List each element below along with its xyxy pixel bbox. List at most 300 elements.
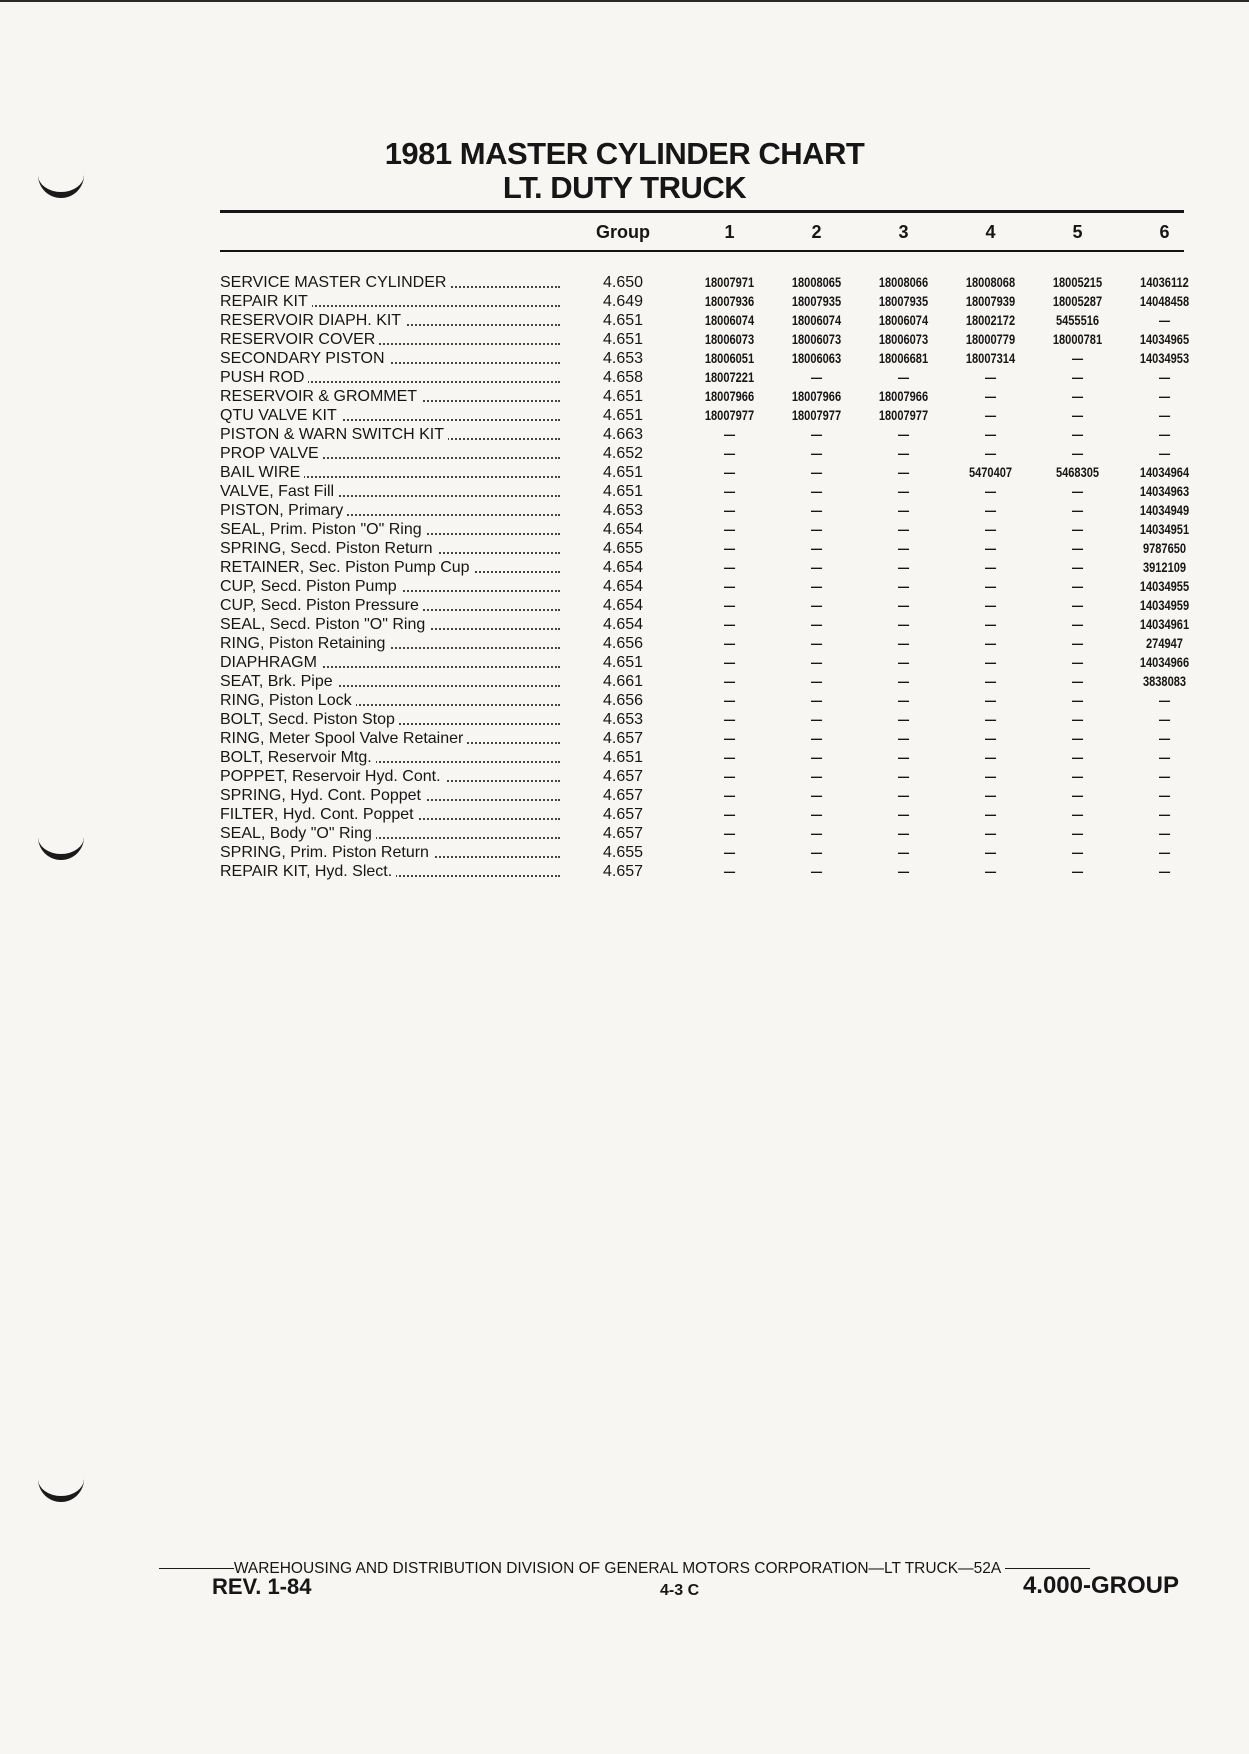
part-number-col-4: — [984, 655, 997, 670]
part-number-col-4: — [984, 541, 997, 556]
part-number-col-5: — [1071, 598, 1084, 613]
part-number-col-3: — [897, 465, 910, 480]
part-number-col-2: 18006074 [791, 313, 842, 328]
group-number: 4.656 [602, 692, 644, 709]
table-row [220, 596, 1208, 615]
group-number: 4.651 [602, 749, 644, 766]
part-number-col-3: — [897, 503, 910, 518]
part-number-col-2: — [810, 579, 823, 594]
part-number-col-6: 14034964 [1139, 465, 1190, 480]
part-name: RING, Piston Lock [220, 692, 356, 709]
group-number: 4.657 [602, 730, 644, 747]
part-number-col-3: — [897, 864, 910, 879]
part-name-cell [220, 292, 560, 311]
part-number-col-4: — [984, 807, 997, 822]
footer-rule-left [159, 1568, 234, 1569]
group-number: 4.657 [602, 806, 644, 823]
part-number-col-5: — [1071, 522, 1084, 537]
part-number-col-2: — [810, 541, 823, 556]
part-number-col-4: — [984, 750, 997, 765]
header-rule-top [220, 210, 1184, 213]
table-row [220, 710, 1208, 729]
part-number-col-3: — [897, 769, 910, 784]
part-number-col-3: — [897, 598, 910, 613]
part-name-cell [220, 501, 560, 520]
table-row [220, 273, 1208, 292]
part-number-col-5: — [1071, 579, 1084, 594]
part-name-cell [220, 482, 560, 501]
part-number-col-6: 14034955 [1139, 579, 1190, 594]
col-header-1: 1 [724, 222, 735, 242]
part-number-col-3: — [897, 522, 910, 537]
col-header-3: 3 [898, 222, 909, 242]
table-row [220, 748, 1208, 767]
part-name: POPPET, Reservoir Hyd. Cont. [220, 768, 445, 785]
part-number-col-4: — [984, 560, 997, 575]
part-number-col-1: — [723, 674, 736, 689]
part-number-col-1: — [723, 807, 736, 822]
part-name-cell [220, 862, 560, 881]
part-name: SEAT, Brk. Pipe [220, 673, 337, 690]
part-name-cell [220, 406, 560, 425]
col-header-2: 2 [811, 222, 822, 242]
part-number-col-3: 18007935 [878, 294, 929, 309]
part-number-col-3: — [897, 636, 910, 651]
part-number-col-2: — [810, 503, 823, 518]
part-number-col-1: — [723, 579, 736, 594]
group-number: 4.651 [602, 388, 644, 405]
part-number-col-2: — [810, 370, 823, 385]
part-number-col-2: — [810, 788, 823, 803]
part-name: PISTON, Primary [220, 502, 347, 519]
part-number-col-2: — [810, 693, 823, 708]
part-name: RESERVOIR & GROMMET [220, 388, 421, 405]
part-number-col-2: — [810, 826, 823, 841]
part-number-col-5: — [1071, 503, 1084, 518]
part-name-cell [220, 824, 560, 843]
group-number: 4.651 [602, 483, 644, 500]
table-row [220, 786, 1208, 805]
table-row [220, 653, 1208, 672]
part-number-col-5: — [1071, 712, 1084, 727]
part-number-col-5: 18005287 [1052, 294, 1103, 309]
part-name-cell [220, 558, 560, 577]
group-number: 4.650 [602, 274, 644, 291]
part-name-cell [220, 463, 560, 482]
part-number-col-4: — [984, 636, 997, 651]
part-number-col-2: — [810, 731, 823, 746]
footer-division-text: WAREHOUSING AND DISTRIBUTION DIVISION OF GENERAL MOTORS CORPORATION—LT TRUCK—52A [233, 1560, 1002, 1577]
part-number-col-3: — [897, 446, 910, 461]
part-number-col-5: — [1071, 655, 1084, 670]
part-number-col-5: — [1071, 389, 1084, 404]
group-number: 4.657 [602, 825, 644, 842]
part-number-col-4: — [984, 826, 997, 841]
table-row [220, 843, 1208, 862]
parts-table-body [220, 273, 1208, 881]
part-name: RING, Meter Spool Valve Retainer [220, 730, 467, 747]
group-number: 4.651 [602, 464, 644, 481]
group-number: 4.654 [602, 578, 644, 595]
part-number-col-6: — [1158, 427, 1171, 442]
part-number-col-6: — [1158, 864, 1171, 879]
table-row [220, 425, 1208, 444]
part-number-col-1: — [723, 503, 736, 518]
group-number: 4.657 [602, 863, 644, 880]
part-number-col-2: — [810, 769, 823, 784]
part-number-col-2: — [810, 598, 823, 613]
part-name-cell [220, 444, 560, 463]
table-row [220, 349, 1208, 368]
group-number: 4.649 [602, 293, 644, 310]
part-number-col-1: 18006073 [704, 332, 755, 347]
part-number-col-5: — [1071, 864, 1084, 879]
part-number-col-1: 18007221 [704, 370, 755, 385]
part-number-col-4: — [984, 712, 997, 727]
part-number-col-1: — [723, 769, 736, 784]
group-number: 4.655 [602, 844, 644, 861]
part-number-col-5: — [1071, 541, 1084, 556]
part-number-col-2: — [810, 484, 823, 499]
part-number-col-4: — [984, 617, 997, 632]
part-number-col-4: — [984, 389, 997, 404]
part-number-col-2: — [810, 427, 823, 442]
part-name-cell [220, 349, 560, 368]
part-number-col-6: — [1158, 712, 1171, 727]
part-number-col-4: — [984, 579, 997, 594]
part-number-col-6: — [1158, 693, 1171, 708]
part-name-cell [220, 653, 560, 672]
part-name-cell [220, 767, 560, 786]
part-number-col-4: — [984, 408, 997, 423]
part-number-col-1: — [723, 560, 736, 575]
part-number-col-1: — [723, 826, 736, 841]
part-number-col-6: 14034961 [1139, 617, 1190, 632]
part-number-col-1: — [723, 731, 736, 746]
part-number-col-4: — [984, 484, 997, 499]
part-number-col-2: — [810, 617, 823, 632]
part-number-col-1: — [723, 693, 736, 708]
part-name: PISTON & WARN SWITCH KIT [220, 426, 448, 443]
part-number-col-4: — [984, 522, 997, 537]
group-number: 4.652 [602, 445, 644, 462]
table-row [220, 520, 1208, 539]
part-number-col-1: 18007936 [704, 294, 755, 309]
part-name-cell [220, 596, 560, 615]
part-number-col-5: — [1071, 351, 1084, 366]
part-number-col-2: 18008065 [791, 275, 842, 290]
part-number-col-1: — [723, 541, 736, 556]
part-number-col-6: — [1158, 370, 1171, 385]
part-number-col-3: 18006074 [878, 313, 929, 328]
part-number-col-5: — [1071, 807, 1084, 822]
table-row [220, 482, 1208, 501]
part-number-col-6: — [1158, 389, 1171, 404]
part-number-col-5: — [1071, 674, 1084, 689]
group-number: 4.654 [602, 616, 644, 633]
part-name: RING, Piston Retaining [220, 635, 389, 652]
part-name: SERVICE MASTER CYLINDER [220, 274, 450, 291]
part-number-col-6: 3912109 [1142, 560, 1187, 575]
part-number-col-4: 18008068 [965, 275, 1016, 290]
part-number-col-1: — [723, 655, 736, 670]
part-name-cell [220, 710, 560, 729]
part-name-cell [220, 577, 560, 596]
part-name: QTU VALVE KIT [220, 407, 341, 424]
group-number: 4.651 [602, 407, 644, 424]
part-number-col-5: — [1071, 446, 1084, 461]
part-name: FILTER, Hyd. Cont. Poppet [220, 806, 418, 823]
part-number-col-4: 18002172 [965, 313, 1016, 328]
table-row [220, 558, 1208, 577]
part-name: RESERVOIR DIAPH. KIT [220, 312, 405, 329]
part-number-col-3: — [897, 788, 910, 803]
part-name: DIAPHRAGM [220, 654, 321, 671]
table-row [220, 539, 1208, 558]
part-number-col-1: 18007966 [704, 389, 755, 404]
part-number-col-4: — [984, 370, 997, 385]
part-number-col-6: — [1158, 750, 1171, 765]
part-number-col-2: — [810, 560, 823, 575]
part-name-cell [220, 786, 560, 805]
table-row [220, 862, 1208, 881]
part-name-cell [220, 691, 560, 710]
part-name: RESERVOIR COVER [220, 331, 379, 348]
part-number-col-3: — [897, 712, 910, 727]
part-number-col-3: — [897, 655, 910, 670]
part-number-col-6: 14048458 [1139, 294, 1190, 309]
part-number-col-5: — [1071, 636, 1084, 651]
part-number-col-2: 18006073 [791, 332, 842, 347]
part-name: VALVE, Fast Fill [220, 483, 338, 500]
part-number-col-5: — [1071, 845, 1084, 860]
table-row [220, 634, 1208, 653]
part-number-col-2: 18007966 [791, 389, 842, 404]
part-number-col-3: — [897, 731, 910, 746]
part-name: PUSH ROD [220, 369, 308, 386]
chart-title: 1981 MASTER CYLINDER CHART [384, 136, 865, 171]
part-name: SPRING, Prim. Piston Return [220, 844, 433, 861]
table-row [220, 406, 1208, 425]
part-number-col-4: 18007314 [965, 351, 1016, 366]
table-row [220, 615, 1208, 634]
part-number-col-6: — [1158, 731, 1171, 746]
group-number: 4.657 [602, 768, 644, 785]
table-row [220, 311, 1208, 330]
part-number-col-3: — [897, 826, 910, 841]
part-number-col-6: 14036112 [1140, 275, 1189, 290]
table-row [220, 501, 1208, 520]
binder-hole-mark-middle [38, 830, 84, 860]
part-name-cell [220, 729, 560, 748]
part-number-col-3: — [897, 484, 910, 499]
part-number-col-2: — [810, 807, 823, 822]
part-number-col-3: 18007966 [878, 389, 929, 404]
part-number-col-5: 5468305 [1055, 465, 1100, 480]
group-number: 4.653 [602, 350, 644, 367]
col-header-group: Group [596, 222, 650, 242]
part-name: CUP, Secd. Piston Pressure [220, 597, 423, 614]
part-number-col-6: 14034965 [1139, 332, 1190, 347]
group-number: 4.663 [602, 426, 644, 443]
group-number: 4.661 [602, 673, 644, 690]
part-number-col-1: — [723, 636, 736, 651]
group-number: 4.651 [602, 312, 644, 329]
part-number-col-2: 18007977 [791, 408, 842, 423]
part-number-col-6: 14034959 [1139, 598, 1190, 613]
group-label: 4.000-GROUP [1022, 1572, 1179, 1599]
table-row [220, 691, 1208, 710]
part-number-col-4: 18007939 [965, 294, 1016, 309]
part-number-col-4: — [984, 503, 997, 518]
part-number-col-1: — [723, 427, 736, 442]
part-number-col-3: 18006681 [878, 351, 929, 366]
part-number-col-4: — [984, 731, 997, 746]
part-number-col-3: — [897, 750, 910, 765]
part-name-cell [220, 387, 560, 406]
part-number-col-6: 14034966 [1139, 655, 1190, 670]
binder-hole-mark-bottom [38, 1472, 84, 1502]
part-number-col-1: — [723, 598, 736, 613]
part-number-col-1: — [723, 788, 736, 803]
part-number-col-1: 18006051 [704, 351, 755, 366]
group-number: 4.657 [602, 787, 644, 804]
part-name: SEAL, Body "O" Ring [220, 825, 376, 842]
group-number: 4.653 [602, 711, 644, 728]
part-number-col-3: — [897, 693, 910, 708]
part-name-cell [220, 843, 560, 862]
part-number-col-4: — [984, 598, 997, 613]
part-number-col-6: 14034963 [1139, 484, 1190, 499]
part-name: SECONDARY PISTON [220, 350, 389, 367]
part-number-col-3: — [897, 541, 910, 556]
part-number-col-5: — [1071, 484, 1084, 499]
part-number-col-6: — [1158, 826, 1171, 841]
table-row [220, 824, 1208, 843]
part-number-col-3: — [897, 560, 910, 575]
part-number-col-5: — [1071, 750, 1084, 765]
part-number-col-1: — [723, 617, 736, 632]
part-number-col-2: — [810, 712, 823, 727]
part-name: BOLT, Secd. Piston Stop [220, 711, 399, 728]
part-number-col-2: 18007935 [791, 294, 842, 309]
part-number-col-6: 274947 [1146, 636, 1183, 651]
part-number-col-4: — [984, 446, 997, 461]
part-number-col-1: 18006074 [704, 313, 755, 328]
group-number: 4.654 [602, 597, 644, 614]
part-number-col-1: 18007977 [704, 408, 755, 423]
part-number-col-3: 18007977 [878, 408, 929, 423]
part-name-cell [220, 748, 560, 767]
table-row [220, 463, 1208, 482]
part-number-col-6: — [1158, 313, 1171, 328]
part-name-cell [220, 805, 560, 824]
part-number-col-6: — [1158, 788, 1171, 803]
part-name-cell [220, 672, 560, 691]
table-row [220, 292, 1208, 311]
group-number: 4.653 [602, 502, 644, 519]
table-row [220, 767, 1208, 786]
part-name: REPAIR KIT [220, 293, 312, 310]
part-number-col-6: 14034949 [1139, 503, 1190, 518]
part-number-col-3: — [897, 807, 910, 822]
table-row [220, 444, 1208, 463]
part-name: CUP, Secd. Piston Pump [220, 578, 401, 595]
revision-label: REV. 1-84 [212, 1574, 312, 1599]
part-number-col-1: — [723, 845, 736, 860]
part-number-col-1: — [723, 750, 736, 765]
part-number-col-4: — [984, 693, 997, 708]
part-name: PROP VALVE [220, 445, 323, 462]
part-name: SPRING, Hyd. Cont. Poppet [220, 787, 425, 804]
part-name-cell [220, 273, 560, 292]
part-number-col-2: — [810, 465, 823, 480]
part-name: RETAINER, Sec. Piston Pump Cup [220, 559, 474, 576]
part-number-col-5: — [1071, 617, 1084, 632]
part-name: REPAIR KIT, Hyd. Slect. [220, 863, 396, 880]
part-number-col-6: 14034953 [1139, 351, 1190, 366]
part-number-col-2: — [810, 674, 823, 689]
part-number-col-4: — [984, 769, 997, 784]
group-number: 4.654 [602, 559, 644, 576]
footer-rule-right [1005, 1568, 1090, 1569]
table-row [220, 330, 1208, 349]
part-number-col-5: 18005215 [1052, 275, 1103, 290]
table-row [220, 672, 1208, 691]
chart-subtitle: LT. DUTY TRUCK [502, 170, 747, 205]
part-name: SPRING, Secd. Piston Return [220, 540, 437, 557]
header-rule-bottom [220, 250, 1184, 252]
part-number-col-2: — [810, 750, 823, 765]
part-number-col-3: — [897, 617, 910, 632]
part-number-col-5: — [1071, 370, 1084, 385]
part-name: SEAL, Prim. Piston "O" Ring [220, 521, 426, 538]
part-number-col-1: — [723, 522, 736, 537]
part-number-col-2: — [810, 655, 823, 670]
part-number-col-6: — [1158, 807, 1171, 822]
table-row [220, 577, 1208, 596]
part-name-cell [220, 311, 560, 330]
parts-table [220, 273, 1208, 881]
part-number-col-2: — [810, 636, 823, 651]
part-number-col-3: — [897, 845, 910, 860]
part-number-col-5: — [1071, 408, 1084, 423]
page-number: 4-3 C [660, 1582, 700, 1599]
part-name: BAIL WIRE [220, 464, 304, 481]
part-name-cell [220, 425, 560, 444]
part-number-col-5: — [1071, 427, 1084, 442]
part-number-col-1: — [723, 465, 736, 480]
part-name: BOLT, Reservoir Mtg. [220, 749, 376, 766]
part-number-col-5: — [1071, 826, 1084, 841]
group-number: 4.656 [602, 635, 644, 652]
part-number-col-2: 18006063 [791, 351, 842, 366]
part-number-col-6: — [1158, 845, 1171, 860]
part-number-col-3: 18008066 [878, 275, 929, 290]
part-number-col-4: 18000779 [965, 332, 1016, 347]
col-header-5: 5 [1072, 222, 1083, 242]
part-name-cell [220, 615, 560, 634]
part-number-col-6: — [1158, 408, 1171, 423]
part-number-col-5: — [1071, 693, 1084, 708]
part-number-col-3: — [897, 579, 910, 594]
part-number-col-4: — [984, 788, 997, 803]
group-number: 4.658 [602, 369, 644, 386]
part-number-col-1: — [723, 712, 736, 727]
part-number-col-5: 5455516 [1055, 313, 1100, 328]
part-name-cell [220, 368, 560, 387]
part-number-col-5: — [1071, 769, 1084, 784]
